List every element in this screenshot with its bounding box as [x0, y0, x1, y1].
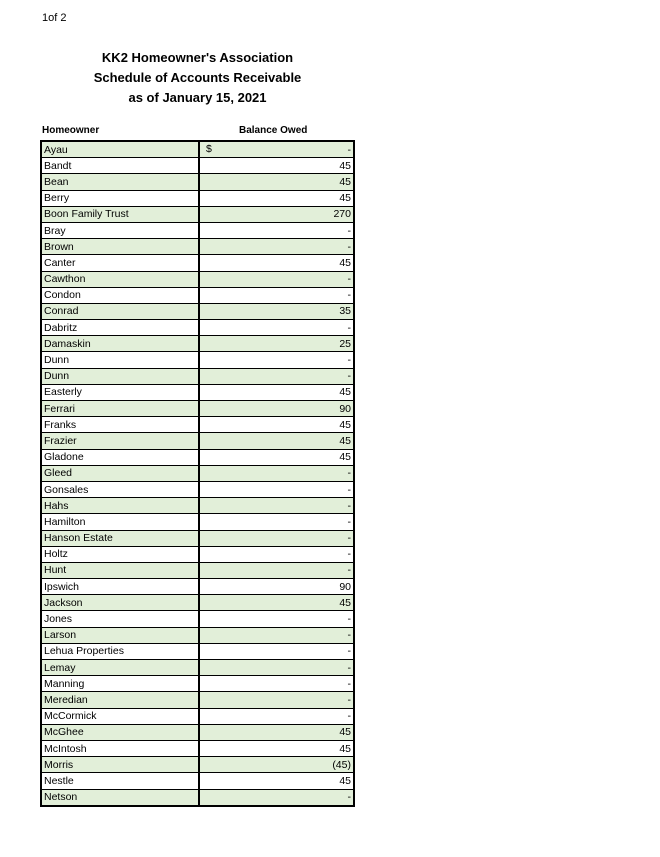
balance-amount: 90 [339, 580, 351, 593]
table-row [41, 757, 354, 773]
balance-cell [199, 222, 354, 238]
column-headers [42, 125, 355, 139]
homeowner-cell: Gonsales [41, 481, 199, 497]
table-row [41, 433, 354, 449]
balance-cell [199, 190, 354, 206]
report-title-org: KK2 Homeowner's Association [101, 50, 294, 65]
balance-amount: - [347, 515, 351, 528]
balance-cell [199, 789, 354, 806]
table-row [41, 789, 354, 806]
balance-amount: 45 [339, 596, 351, 609]
homeowner-cell: Ipswich [41, 579, 199, 595]
table-row [41, 417, 354, 433]
balance-amount: 45 [339, 175, 351, 188]
balance-column-header: Balance Owed [239, 125, 308, 136]
balance-cell [199, 287, 354, 303]
table-row [41, 530, 354, 546]
balance-amount: 45 [339, 256, 351, 269]
balance-amount: (45) [332, 758, 351, 771]
balance-amount: - [347, 613, 351, 626]
report-title [0, 48, 395, 108]
table-row [41, 708, 354, 724]
table-row [41, 724, 354, 740]
table-row [41, 141, 354, 158]
balance-cell [199, 481, 354, 497]
balance-amount: - [347, 677, 351, 690]
table-row [41, 627, 354, 643]
homeowner-cell: Bray [41, 222, 199, 238]
balance-cell [199, 401, 354, 417]
table-row [41, 449, 354, 465]
balance-cell [199, 546, 354, 562]
homeowner-cell: Hahs [41, 498, 199, 514]
table-row [41, 514, 354, 530]
report-title-schedule: Schedule of Accounts Receivable [93, 70, 302, 85]
table-row [41, 692, 354, 708]
table-row [41, 562, 354, 578]
balance-amount: 45 [339, 742, 351, 755]
balance-amount: 45 [339, 726, 351, 739]
balance-amount: - [347, 143, 351, 156]
homeowner-cell: Jackson [41, 595, 199, 611]
balance-amount: - [347, 710, 351, 723]
homeowner-cell: Morris [41, 757, 199, 773]
homeowner-cell: Franks [41, 417, 199, 433]
table-row [41, 498, 354, 514]
balance-amount: - [347, 240, 351, 253]
balance-amount: - [347, 645, 351, 658]
table-row [41, 271, 354, 287]
table-row [41, 320, 354, 336]
balance-cell [199, 611, 354, 627]
balance-cell [199, 255, 354, 271]
balance-amount: 35 [339, 305, 351, 318]
balance-cell [199, 141, 354, 158]
homeowner-cell: Lemay [41, 660, 199, 676]
balance-cell [199, 433, 354, 449]
homeowner-cell: Ayau [41, 141, 199, 158]
balance-cell [199, 449, 354, 465]
balance-cell [199, 643, 354, 659]
homeowner-cell: McIntosh [41, 740, 199, 756]
balance-amount: - [347, 354, 351, 367]
table-row [41, 579, 354, 595]
balance-amount: 25 [339, 337, 351, 350]
balance-cell [199, 660, 354, 676]
balance-amount: - [347, 321, 351, 334]
balance-amount: 45 [339, 159, 351, 172]
balance-cell [199, 724, 354, 740]
table-row [41, 384, 354, 400]
table-row [41, 352, 354, 368]
balance-cell [199, 708, 354, 724]
balance-amount: 45 [339, 774, 351, 787]
homeowner-cell: Cawthon [41, 271, 199, 287]
balance-cell [199, 158, 354, 174]
balance-cell [199, 271, 354, 287]
homeowner-cell: Manning [41, 676, 199, 692]
balance-cell [199, 174, 354, 190]
homeowner-cell: Holtz [41, 546, 199, 562]
balance-amount: 45 [339, 434, 351, 447]
table-row [41, 676, 354, 692]
accounts-receivable-rows [41, 141, 354, 806]
homeowner-cell: Larson [41, 627, 199, 643]
balance-amount: - [347, 693, 351, 706]
balance-cell [199, 514, 354, 530]
balance-amount: 45 [339, 386, 351, 399]
balance-cell [199, 352, 354, 368]
balance-amount: 45 [339, 418, 351, 431]
table-row [41, 190, 354, 206]
balance-cell [199, 773, 354, 789]
homeowner-cell: Dunn [41, 368, 199, 384]
currency-symbol: $ [206, 143, 212, 155]
table-row [41, 287, 354, 303]
balance-cell [199, 336, 354, 352]
balance-cell [199, 368, 354, 384]
table-row [41, 401, 354, 417]
balance-amount: 45 [339, 192, 351, 205]
balance-amount: - [347, 548, 351, 561]
table-row [41, 773, 354, 789]
homeowner-cell: Ferrari [41, 401, 199, 417]
balance-amount: - [347, 483, 351, 496]
homeowner-cell: Lehua Properties [41, 643, 199, 659]
homeowner-cell: Damaskin [41, 336, 199, 352]
balance-amount: 270 [333, 208, 351, 221]
balance-amount: - [347, 467, 351, 480]
homeowner-cell: Gladone [41, 449, 199, 465]
balance-cell [199, 740, 354, 756]
homeowner-cell: Dunn [41, 352, 199, 368]
table-row [41, 643, 354, 659]
balance-amount: 90 [339, 402, 351, 415]
table-row [41, 368, 354, 384]
balance-amount: - [347, 661, 351, 674]
homeowner-cell: Bandt [41, 158, 199, 174]
table-row [41, 465, 354, 481]
homeowner-cell: Hanson Estate [41, 530, 199, 546]
balance-cell [199, 692, 354, 708]
homeowner-cell: Condon [41, 287, 199, 303]
homeowner-cell: Berry [41, 190, 199, 206]
homeowner-column-header: Homeowner [42, 125, 100, 136]
table-row [41, 546, 354, 562]
balance-cell [199, 562, 354, 578]
table-row [41, 481, 354, 497]
table-row [41, 740, 354, 756]
balance-cell [199, 676, 354, 692]
homeowner-cell: Meredian [41, 692, 199, 708]
homeowner-cell: McGhee [41, 724, 199, 740]
table-row [41, 255, 354, 271]
homeowner-cell: Brown [41, 239, 199, 255]
balance-amount: - [347, 289, 351, 302]
table-row [41, 239, 354, 255]
report-title-date: as of January 15, 2021 [128, 90, 267, 105]
table-row [41, 158, 354, 174]
homeowner-cell: McCormick [41, 708, 199, 724]
homeowner-cell: Conrad [41, 303, 199, 319]
homeowner-cell: Hunt [41, 562, 199, 578]
table-row [41, 174, 354, 190]
homeowner-cell: Nestle [41, 773, 199, 789]
balance-cell [199, 239, 354, 255]
homeowner-cell: Netson [41, 789, 199, 806]
balance-cell [199, 320, 354, 336]
balance-cell [199, 530, 354, 546]
balance-cell [199, 627, 354, 643]
balance-amount: - [347, 629, 351, 642]
balance-cell [199, 417, 354, 433]
balance-amount: - [347, 224, 351, 237]
balance-amount: - [347, 499, 351, 512]
homeowner-cell: Gleed [41, 465, 199, 481]
balance-cell [199, 465, 354, 481]
table-row [41, 206, 354, 222]
homeowner-cell: Dabritz [41, 320, 199, 336]
balance-cell [199, 498, 354, 514]
balance-cell [199, 595, 354, 611]
balance-amount: - [347, 791, 351, 804]
balance-cell [199, 757, 354, 773]
balance-cell [199, 579, 354, 595]
balance-cell [199, 303, 354, 319]
table-row [41, 336, 354, 352]
table-row [41, 660, 354, 676]
page-number: 1of 2 [42, 12, 67, 24]
balance-amount: - [347, 532, 351, 545]
homeowner-cell: Bean [41, 174, 199, 190]
accounts-receivable-table [40, 140, 355, 807]
homeowner-cell: Jones [41, 611, 199, 627]
balance-cell [199, 206, 354, 222]
homeowner-cell: Frazier [41, 433, 199, 449]
table-row [41, 222, 354, 238]
balance-cell [199, 384, 354, 400]
balance-amount: - [347, 273, 351, 286]
balance-amount: - [347, 370, 351, 383]
balance-amount: - [347, 564, 351, 577]
homeowner-cell: Easterly [41, 384, 199, 400]
table-row [41, 595, 354, 611]
homeowner-cell: Canter [41, 255, 199, 271]
table-row [41, 611, 354, 627]
table-row [41, 303, 354, 319]
homeowner-cell: Boon Family Trust [41, 206, 199, 222]
balance-amount: 45 [339, 451, 351, 464]
homeowner-cell: Hamilton [41, 514, 199, 530]
